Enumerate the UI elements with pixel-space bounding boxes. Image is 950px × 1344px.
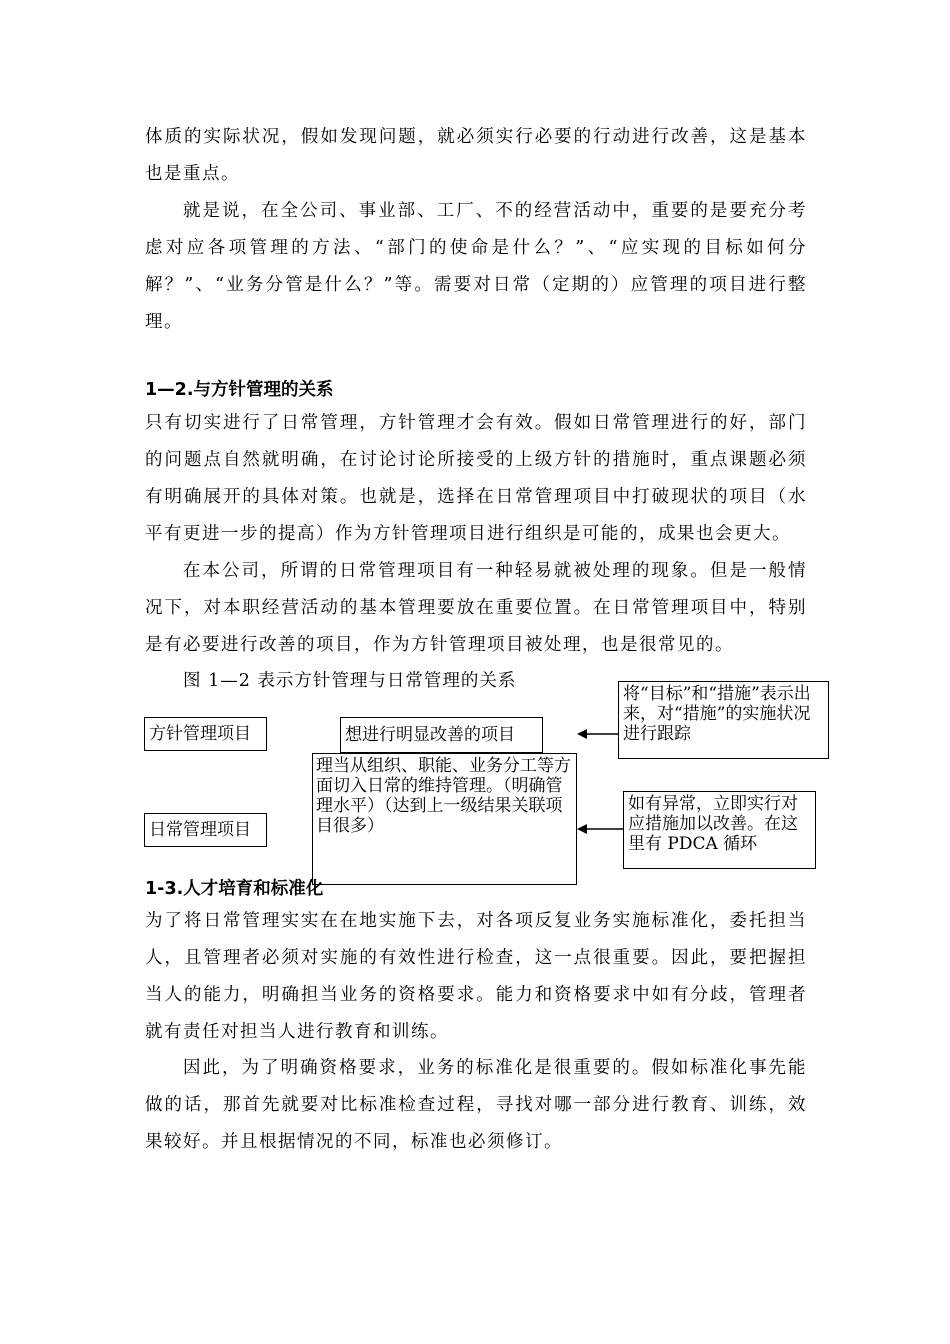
arrow-left-icon bbox=[575, 727, 625, 741]
bottom-note-box: 如有异常，立即实行对应措施加以改善。在这里有 PDCA 循环 bbox=[623, 791, 816, 869]
arrow-left-icon bbox=[575, 822, 625, 836]
policy-management-item-box: 方针管理项目 bbox=[144, 717, 267, 751]
paragraph-3: 只有切实进行了日常管理，方针管理才会有效。假如日常管理进行的好，部门的问题点自然就明确，在讨论讨论所接受的上级方针的措施时，重点课题必须有明确展开的具体对策。也就是，选择在日常管理项目中打破现状的项目（水平有更进一步的提高）作为方针管理项目进行组织是可能的，成果也会更大。 bbox=[145, 413, 807, 544]
paragraph-1: 体质的实际状况，假如发现问题，就必须实行必要的行动进行改善，这是基本也是重点。 bbox=[145, 127, 807, 184]
daily-management-item-box: 日常管理项目 bbox=[144, 813, 267, 847]
figure-caption: 图 1—2 表示方针管理与日常管理的关系 bbox=[183, 671, 517, 691]
paragraph-2: 就是说，在全公司、事业部、工厂、不的经营活动中，重要的是要充分考虑对应各项管理的方法、“部门的使命是什么？”、“应实现的目标如何分解？”、“业务分管是什么？”等。需要对日常（定期的）应管理的项目进行整理。 bbox=[145, 201, 807, 332]
top-note-box: 将“目标”和“措施”表示出来，对“措施”的实施状况进行跟踪 bbox=[618, 681, 829, 759]
section-heading-1-2: 1—2.与方针管理的关系 bbox=[145, 380, 334, 400]
paragraph-6: 因此，为了明确资格要求，业务的标准化是很重要的。假如标准化事先能做的话，那首先就要对比标准检查过程，寻找对哪一部分进行教育、训练，效果较好。并且根据情况的不同，标准也必须修订。 bbox=[145, 1058, 807, 1152]
center-note-box: 理当从组织、职能、业务分工等方面切入日常的维持管理。（明确管理水平）（达到上一级结果关联项目很多） bbox=[312, 753, 577, 885]
paragraph-4: 在本公司，所谓的日常管理项目有一种轻易就被处理的现象。但是一般情况下，对本职经营活动的基本管理要放在重要位置。在日常管理项目中，特别是有必要进行改善的项目，作为方针管理项目被处理，也是很常见的。 bbox=[145, 561, 807, 655]
improvement-item-box: 想进行明显改善的项目 bbox=[340, 717, 543, 753]
paragraph-5: 为了将日常管理实实在在地实施下去，对各项反复业务实施标准化，委托担当人，且管理者必须对实施的有效性进行检查，这一点很重要。因此，要把握担当人的能力，明确担当业务的资格要求。能力和资格要求中如有分歧，管理者就有责任对担当人进行教育和训练。 bbox=[145, 911, 807, 1042]
section-heading-1-3: 1-3.人才培育和标准化 bbox=[145, 879, 324, 899]
